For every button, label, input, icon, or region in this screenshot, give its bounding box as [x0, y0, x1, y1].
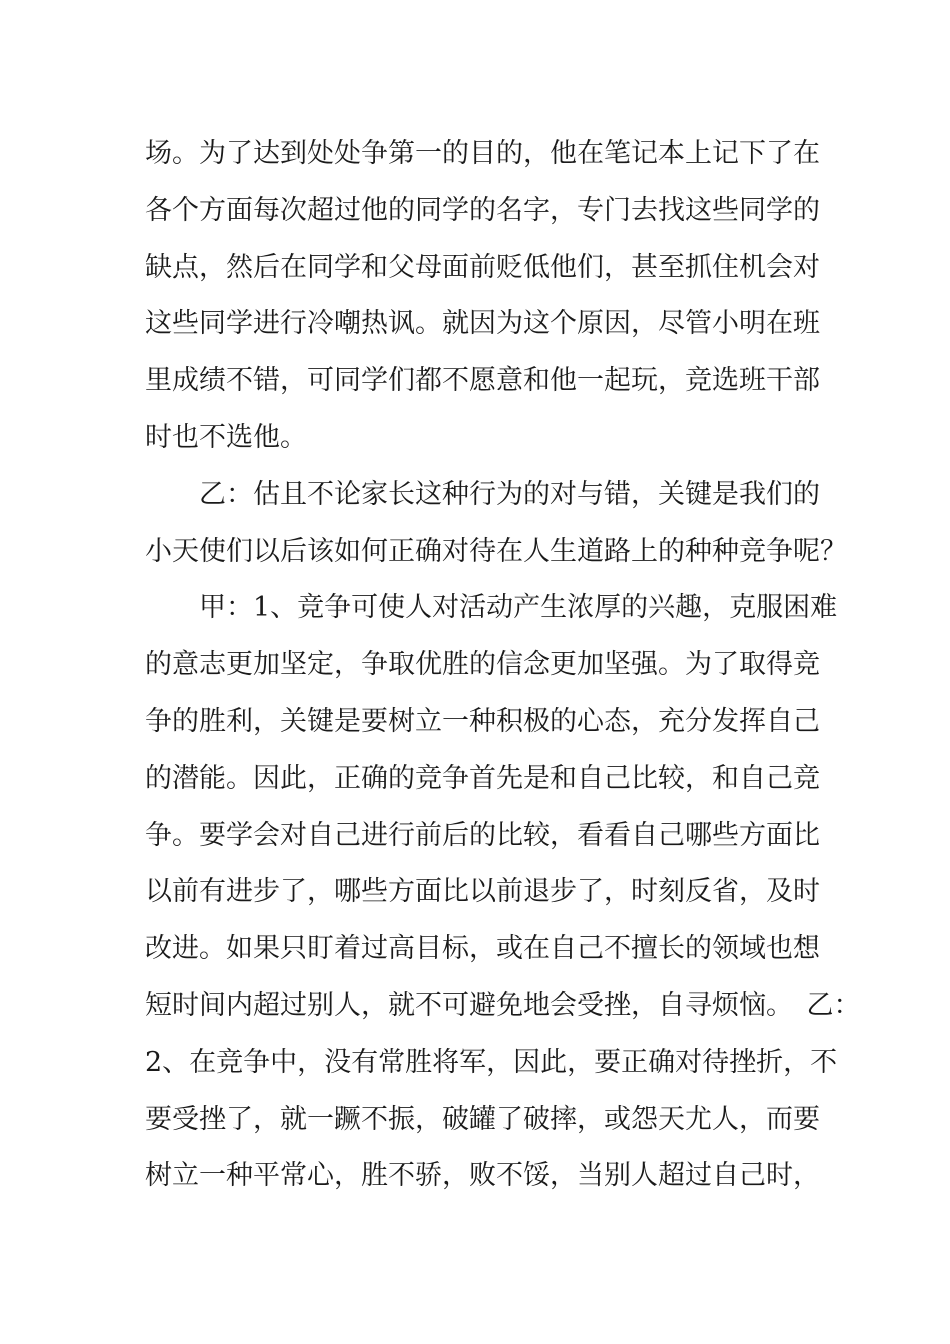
text-line-3: 缺点，然后在同学和父母面前贬低他们，甚至抓住机会对: [145, 251, 820, 283]
text-line-19: 树立一种平常心，胜不骄，败不馁，当别人超过自己时，: [145, 1160, 820, 1192]
text-line-5: 里成绩不错，可同学们都不愿意和他一起玩，竞选班干部: [145, 365, 820, 397]
text-line-6: 时也不选他。: [145, 421, 307, 453]
text-line-16: 短时间内超过别人，就不可避免地会受挫，自寻烦恼。 乙：: [145, 989, 861, 1021]
text-line-12: 的潜能。因此，正确的竞争首先是和自己比较，和自己竞: [145, 762, 820, 794]
text-line-15: 改进。如果只盯着过高目标，或在自己不擅长的领域也想: [145, 933, 820, 965]
text-line-17: 2、在竞争中，没有常胜将军，因此，要正确对待挫折，不: [145, 1046, 838, 1078]
text-line-10: 的意志更加坚定，争取优胜的信念更加坚强。为了取得竞: [145, 649, 820, 681]
text-line-1: 场。为了达到处处争第一的目的，他在笔记本上记下了在: [145, 138, 820, 169]
text-line-18: 要受挫了，就一蹶不振，破罐了破摔，或怨天尤人，而要: [145, 1103, 820, 1135]
text-line-14: 以前有进步了，哪些方面比以前退步了，时刻反省，及时: [145, 876, 820, 908]
text-line-11: 争的胜利，关键是要树立一种积极的心态，充分发挥自己: [145, 705, 820, 737]
text-line-13: 争。要学会对自己进行前后的比较，看看自己哪些方面比: [145, 819, 820, 851]
text-line-2: 各个方面每次超过他的同学的名字，专门去找这些同学的: [145, 194, 820, 226]
text-line-9: 甲：1、竞争可使人对活动产生浓厚的兴趣，克服困难: [145, 592, 838, 624]
body-text: [145, 126, 861, 1205]
text-line-7: 乙：估且不论家长这种行为的对与错，关键是我们的: [145, 478, 820, 510]
text-line-8: 小天使们以后该如何正确对待在人生道路上的种种竞争呢？: [145, 535, 847, 567]
text-line-4: 这些同学进行冷嘲热讽。就因为这个原因，尽管小明在班: [145, 308, 820, 340]
